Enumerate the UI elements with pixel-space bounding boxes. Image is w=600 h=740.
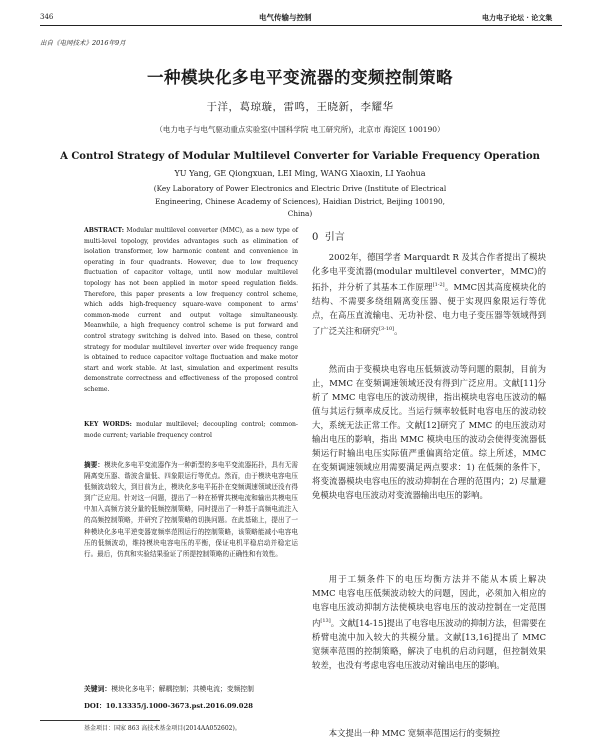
abstract-cn-text: 模块化多电平变流器作为一种新型的多电平变流器拓扑，具有无需隔离变压器、谐波含量低、四象限运行等优点。然而，由于模块电容电压低频波动较大，到目前为止，模块化多电平拓扑在变频调速领域还没有得到广泛应用。针对这一问题，提出了一种在桥臂共模电流和输出共模电压中加入高频方波分量的低频控制策略，同时提出了一种基于高频电流注入的高频控制策略，并研究了控制策略的切换问题。在此基础上，提出了一种模块化多电平逆变器宽频率范围运行的控制策略，该策略能减小电容电压的低频波动，维持模块电容电压的平衡，保证电机平稳启动并稳定运行。最后，仿真和实验结果验证了所提控制策略的正确性和有效性。 <box>84 461 299 558</box>
affiliation-en: (Key Laboratory of Power Electronics and Electric Drive (Institute of Electrical Engineering, Chinese Academy of Sciences), Haidian District, Beijing 100190, China) <box>153 184 447 218</box>
intro-paragraph-4 <box>312 726 546 740</box>
section-heading <box>312 228 546 243</box>
citation-ref: [3-10] <box>379 326 395 333</box>
intro-p1-cont: 。MMC因其高度模块化的结构、不需要多绕组隔离变压器、便于实现四象限运行等优点，在高压直流输电、无功补偿、电力电子变压器等领域得到了广泛关注和研究 <box>312 281 546 336</box>
authors-en: YU Yang, GE Qiongxuan, LEI Ming, WANG Xiaoxin, LI Yaohua <box>174 169 426 178</box>
keywords-en-text: modular multilevel; decoupling control; common-mode current; variable frequency control <box>84 421 298 439</box>
abstract-en-text: Modular multilevel converter (MMC), as a new type of multi-level topology, provides advantages such as elimination of isolation transformer, low harmonic content and convenience in operating in four quadrants. However, due to low frequency fluctuation of capacitor voltage, until now modular multilevel topology has not been applied in motor speed regulation fields. Therefore, this paper presents a low frequency control scheme, which adds high-frequency square-wave component to arms' common-mode current and output voltage simultaneously. Meanwhile, a high frequency control scheme is put forward and control strategy switching is delved into. Based on these, control strategy for modular multilevel inverter over wide frequency range is obtained to reduce capacitor voltage fluctuation and make motor start and work stable. At last, simulation and experiment results demonstrate correctness and effectiveness of the proposed control scheme. <box>84 227 299 393</box>
footnote-rule <box>40 720 160 721</box>
doi-label: DOI： <box>84 702 106 710</box>
abstract-en <box>84 226 298 396</box>
intro-p1-end: 。 <box>394 325 403 336</box>
doi <box>84 700 298 710</box>
intro-p4-text: 本文提出一种 MMC 宽频率范围运行的变频控 <box>328 728 501 738</box>
page-title-en: A Control Strategy of Modular Multilevel Converter for Variable Frequency Operation <box>60 151 540 162</box>
doi-text: 10.13335/j.1000-3673.pst.2016.09.028 <box>105 702 253 710</box>
keywords-cn <box>84 683 298 693</box>
abstract-cn <box>84 460 298 560</box>
journal-name: 电气传输与控制 <box>259 13 312 22</box>
intro-paragraph-1 <box>312 250 546 338</box>
keywords-cn-text: 模块化多电平；解耦控制；共模电流；变频控制 <box>111 685 254 693</box>
intro-paragraph-2 <box>312 362 546 502</box>
page-number: 346 <box>40 13 54 21</box>
keywords-en-label: KEY WORDS: <box>84 421 132 428</box>
citation-ref: [13] <box>320 618 331 625</box>
keywords-en <box>84 420 298 441</box>
affiliation-cn: （电力电子与电气驱动重点实验室(中国科学院 电工研究所)，北京市 海淀区 100190） <box>155 125 445 134</box>
abstract-en-label: ABSTRACT: <box>84 227 125 234</box>
footnote: 基金项目：国家 863 高技术基金项目(2014AA052602)。 <box>84 725 241 732</box>
authors-cn: 于洋，葛琼璇，雷鸣，王晓新，李耀华 <box>206 101 394 113</box>
intro-paragraph-3 <box>312 572 546 672</box>
source-line: 出自《电网技术》2016年9月 <box>40 39 126 47</box>
intro-p3-cont: 。文献[14-15]提出了电容电压波动的抑制方法，但需要在桥臂电流中加入较大的共模分量。文献[13,16]提出了 MMC 宽频率范围的控制策略，解决了电机的启动问题，但控制效果较差，也没有考虑电容电压波动对输出电压的影响。 <box>312 617 547 671</box>
citation-ref: [1-2] <box>432 282 445 289</box>
header-rule <box>40 25 562 26</box>
keywords-cn-label: 关键词： <box>84 685 112 693</box>
section-title: 引言 <box>324 232 345 243</box>
abstract-cn-label: 摘要： <box>84 461 105 469</box>
intro-p2-text: 然而由于变模块电容电压低频波动等问题的限制，目前为止，MMC 在变频调速领域还没有得到广泛应用。文献[11]分析了 MMC 电容电压的波动规律，指出模块电容电压波动的幅值与其运行频率成反比。当运行频率较低时电容电压的波动较大，系统无法正常工作。文献[12]研究了 MMC 的电压波动对输出电压的影响，指出 MMC 模块电压的波动会使得变流器低频运行时输出电压实际值严重偏离给定值。综上所述，MMC 在变频调速领域应用需要满足两点要求：1) 在低频的条件下，将变流器模块电容电压的波动抑制在合理的范围内；2) 尽量避免模块电容电压波动对变流器输出电压的影响。 <box>312 364 546 501</box>
page-title-cn: 一种模块化多电平变流器的变频控制策略 <box>147 68 453 87</box>
intro-p3-text: 用于工频条件下的电压均衡方法并不能从本质上解决 MMC 电容电压低频波动较大的问题，因此，必须加入相应的电容电压波动抑制方法使模块电容电压的波动控制在一定范围内 <box>312 574 546 628</box>
intro-p1-text: 2002年，德国学者 Marquardt R 及其合作者提出了模块化多电平变流器(modular multilevel converter，MMC)的拓扑，并分析了其基本工作原理 <box>312 252 546 292</box>
header-section: 电力电子论坛 · 论文集 <box>482 13 553 22</box>
section-number: 0 <box>312 232 319 243</box>
